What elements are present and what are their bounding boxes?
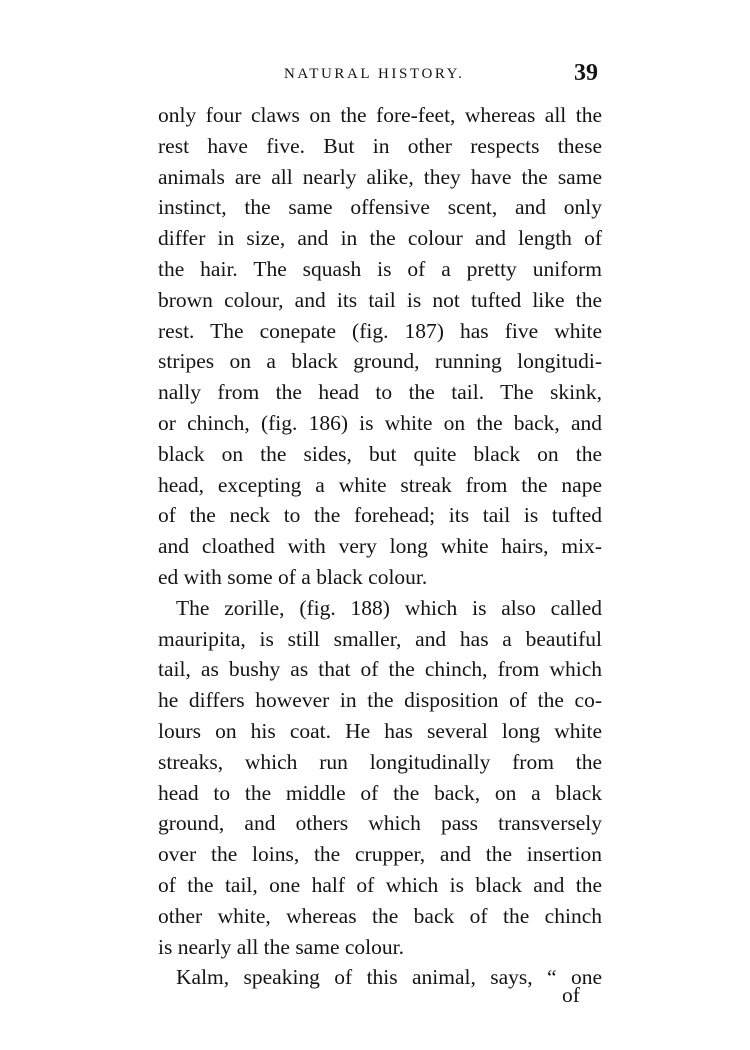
body-text (158, 100, 602, 993)
text-line: stripes on a black ground, running longitudi- (158, 349, 602, 374)
text-line: instinct, the same offensive scent, and only (158, 195, 602, 220)
text-line: or chinch, (fig. 186) is white on the back, and (158, 410, 602, 435)
text-line: brown colour, and its tail is not tufted like the (158, 287, 602, 312)
paragraph-end-line: ed with some of a black colour. (158, 564, 428, 589)
text-line: the hair. The squash is of a pretty uniform (158, 256, 602, 281)
text-line: animals are all nearly alike, they have the same (158, 164, 602, 189)
text-line: mauripita, is still smaller, and has a beautiful (158, 626, 602, 651)
text-line: only four claws on the fore-feet, whereas all the (158, 103, 602, 127)
text-line: head to the middle of the back, on a black (158, 780, 602, 805)
text-line: ground, and others which pass transversely (158, 811, 602, 836)
catchword: of (562, 983, 580, 1007)
text-line: over the loins, the crupper, and the insertion (158, 842, 602, 867)
text-line: streaks, which run longitudinally from the (158, 749, 602, 774)
text-line: differ in size, and in the colour and length of (158, 226, 602, 251)
text-line: of the neck to the forehead; its tail is tufted (158, 503, 602, 528)
text-line: tail, as bushy as that of the chinch, from which (158, 657, 602, 682)
paragraph-end-line: is nearly all the same colour. (158, 934, 404, 959)
text-line: head, excepting a white streak from the nape (158, 472, 602, 497)
paragraph-start-line: The zorille, (fig. 188) which is also called (176, 595, 602, 620)
paragraph-start-line: Kalm, speaking of this animal, says, “ one (176, 965, 602, 990)
text-line: he differs however in the disposition of the co- (158, 688, 602, 713)
running-head (150, 60, 610, 90)
page-number: 39 (574, 60, 598, 86)
text-line: black on the sides, but quite black on the (158, 441, 602, 466)
text-line: lours on his coat. He has several long white (158, 718, 602, 743)
text-line: other white, whereas the back of the chinch (158, 903, 602, 928)
text-line: rest. The conepate (fig. 187) has five white (158, 318, 602, 343)
text-line: of the tail, one half of which is black and the (158, 872, 602, 897)
text-line: and cloathed with very long white hairs, mix- (158, 534, 602, 559)
text-line: nally from the head to the tail. The skink, (158, 380, 602, 405)
text-line: rest have five. But in other respects these (158, 133, 602, 158)
running-title: NATURAL HISTORY. (284, 66, 465, 82)
